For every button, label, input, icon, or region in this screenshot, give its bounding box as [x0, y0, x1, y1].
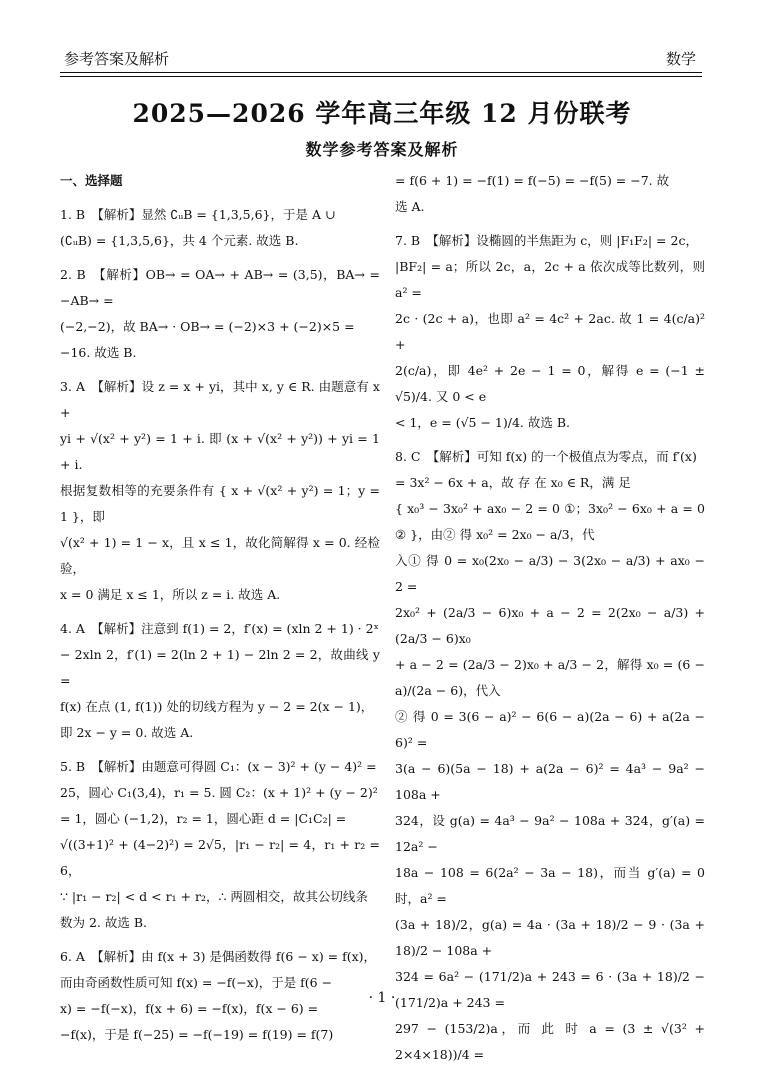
answer-line: √(x² + 1) = 1 − x，且 x ≤ 1，故化简解得 x = 0. 经检验，: [60, 535, 380, 576]
answer-line: { x₀³ − 3x₀² + ax₀ − 2 = 0 ①；3x₀² − 6x₀ + a = 0 ② }，由② 得 x₀² = 2x₀ − a/3，代: [395, 501, 705, 542]
header-rule-thick: [60, 72, 702, 73]
page-number: · 1 ·: [368, 990, 396, 1006]
answer-line: − 2xln 2，f′(1) = 2(ln 2 + 1) − 2ln 2 = 2，故曲线 y =: [60, 647, 380, 688]
answer-line: 而由奇函数性质可知 f(x) = −f(−x)，于是 f(6 −: [60, 975, 333, 990]
right-column: [395, 168, 705, 1068]
answer-line: < 1，e = (√5 − 1)/4. 故选 B.: [395, 415, 571, 430]
answer-line: ∵ |r₁ − r₂| < d < r₁ + r₂，∴ 两圆相交，故其公切线条: [60, 889, 368, 904]
header-subject-label: 数学: [665, 50, 696, 68]
answer-line: 3(a − 6)(5a − 18) + a(2a − 6)² = 4a³ − 9a² − 108a +: [395, 761, 705, 802]
answer-line: = 3x² − 6x + a，故 存 在 x₀ ∈ R，满 足: [395, 475, 631, 490]
section-heading: 一、选择题: [60, 173, 123, 188]
answer-line: 18a − 108 = 6(2a² − 3a − 18)，而当 g′(a) = 0 时，a² =: [395, 865, 705, 906]
answer-line: = 1，圆心 (−1,2)，r₂ = 1，圆心距 d = |C₁C₂| =: [60, 811, 347, 826]
answer-line: 5. B 【解析】由题意可得圆 C₁：(x − 3)² + (y − 4)² =: [60, 759, 377, 774]
answer-line: 选 A.: [395, 199, 425, 214]
page-subtitle: 数学参考答案及解析: [305, 140, 459, 159]
page-title: 2025—2026 学年高三年级 12 月份联考: [132, 99, 632, 128]
answer-line: x) = −f(−x)，f(x + 6) = −f(x)，f(x − 6) =: [60, 1001, 319, 1016]
answer-line: 8. C 【解析】可知 f(x) 的一个极值点为零点，而 f′(x): [395, 449, 697, 464]
answer-line: −f(x)，于是 f(−25) = −f(−19) = f(19) = f(7): [60, 1027, 334, 1042]
answer-line: yi + √(x² + y²) = 1 + i. 即 (x + √(x² + y²)) + yi = 1 + i.: [60, 431, 380, 472]
answer-line: 入① 得 0 = x₀(2x₀ − a/3) − 3(2x₀ − a/3) + ax₀ − 2 =: [395, 553, 705, 594]
answer-line: 2(c/a)，即 4e² + 2e − 1 = 0，解得 e = (−1 ± √5)/4. 又 0 < e: [395, 363, 705, 404]
answer-line: −16. 故选 B.: [60, 345, 137, 360]
answer-line: 2x₀² + (2a/3 − 6)x₀ + a − 2 = 2(2x₀ − a/3) + (2a/3 − 6)x₀: [395, 605, 705, 646]
answer-line: (3a + 18)/2，g(a) = 4a · (3a + 18)/2 − 9 · (3a + 18)/2 − 108a +: [395, 917, 705, 958]
answer-line: = f(6 + 1) = −f(1) = f(−5) = −f(5) = −7. 故: [395, 173, 670, 188]
header-left-label: 参考答案及解析: [64, 50, 170, 68]
answer-line: 4. A 【解析】注意到 f(1) = 2，f′(x) = (xln 2 + 1) · 2ˣ: [60, 621, 379, 636]
answer-line: 25，圆心 C₁(3,4)，r₁ = 5. 圆 C₂：(x + 1)² + (y − 2)²: [60, 785, 378, 800]
answer-line: 324 = 6a² − (171/2)a + 243 = 6 · (3a + 18)/2 − (171/2)a + 243 =: [395, 969, 705, 1010]
answer-line: 1. B 【解析】显然 ∁ᵤB = {1,3,5,6}，于是 A ∪: [60, 207, 336, 222]
answer-line: 297 − (153/2)a，而 此 时 a = (3 ± √(3² + 2×4×18))/4 =: [395, 1021, 705, 1062]
answer-line: 2c · (2c + a)，也即 a² = 4c² + 2ac. 故 1 = 4(c/a)² +: [395, 311, 705, 352]
answer-line: 3. A 【解析】设 z = x + yi，其中 x, y ∈ R. 由题意有 x +: [60, 379, 380, 420]
answer-line: x = 0 满足 x ≤ 1，所以 z = i. 故选 A.: [60, 587, 281, 602]
answer-line: √((3+1)² + (4−2)²) = 2√5，|r₁ − r₂| = 4，r₁ + r₂ = 6，: [60, 837, 380, 878]
answer-line: 数为 2. 故选 B.: [60, 915, 148, 930]
answer-line: (−2,−2)，故 BA→ · OB→ = (−2)×3 + (−2)×5 =: [60, 319, 355, 334]
answer-line: 2. B 【解析】OB→ = OA→ + AB→ = (3,5)，BA→ = −AB→ =: [60, 267, 380, 308]
answer-line: + a − 2 = (2a/3 − 2)x₀ + a/3 − 2，解得 x₀ = (6 − a)/(2a − 6)，代入: [395, 657, 705, 698]
answer-line: 6. A 【解析】由 f(x + 3) 是偶函数得 f(6 − x) = f(x)，: [60, 949, 377, 964]
header-rule-thin: [60, 76, 702, 77]
left-column: [60, 168, 380, 1048]
answer-line: 324，设 g(a) = 4a³ − 9a² − 108a + 324，g′(a) = 12a² −: [395, 813, 705, 854]
answer-line: (∁ᵤB) = {1,3,5,6}，共 4 个元素. 故选 B.: [60, 233, 299, 248]
answer-line: ② 得 0 = 3(6 − a)² − 6(6 − a)(2a − 6) + a(2a − 6)² =: [395, 709, 705, 750]
answer-line: 7. B 【解析】设椭圆的半焦距为 c，则 |F₁F₂| = 2c，: [395, 233, 698, 248]
answer-line: 即 2x − y = 0. 故选 A.: [60, 725, 194, 740]
answer-line: |BF₂| = a；所以 2c，a，2c + a 依次成等比数列，则 a² =: [395, 259, 705, 300]
answer-line: f(x) 在点 (1, f(1)) 处的切线方程为 y − 2 = 2(x − 1)，: [60, 699, 374, 714]
answer-line: 根据复数相等的充要条件有 { x + √(x² + y²) = 1；y = 1 }，即: [60, 483, 380, 524]
